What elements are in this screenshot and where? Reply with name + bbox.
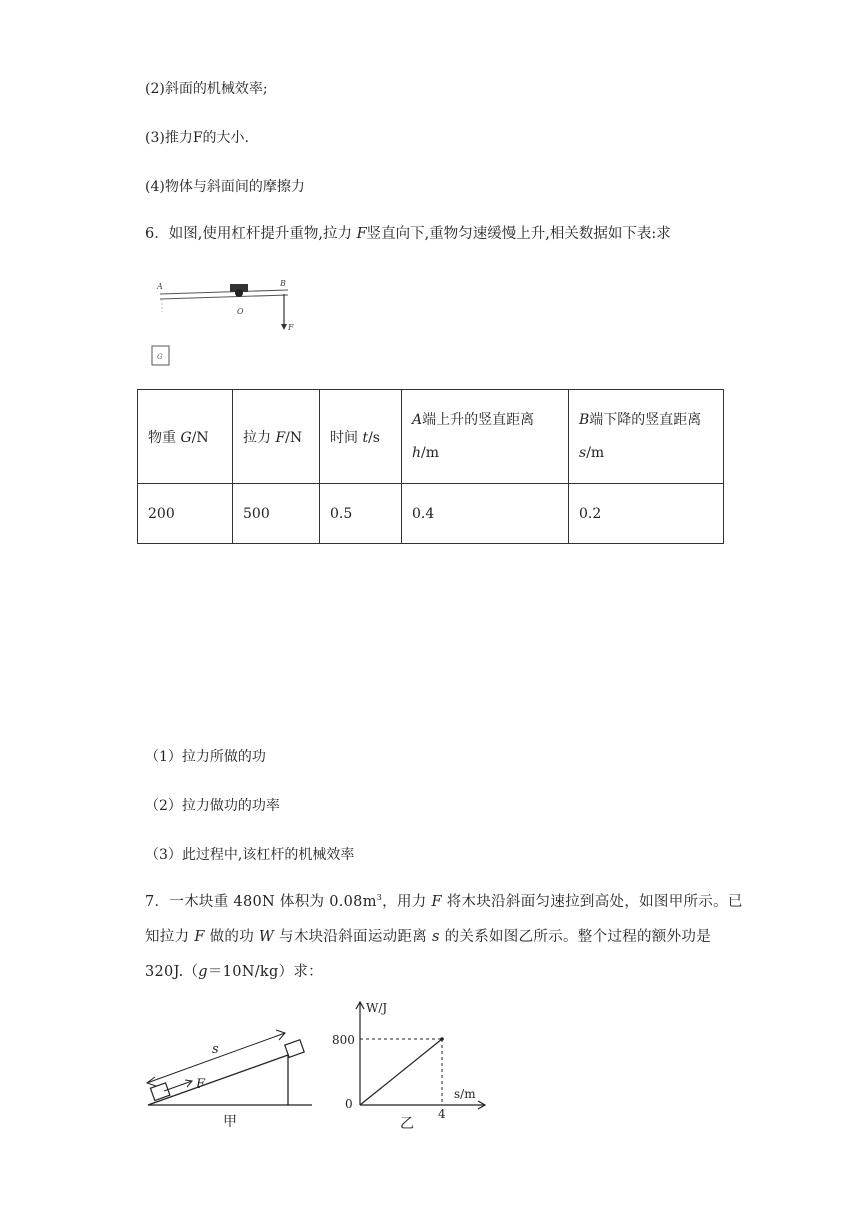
header-force: 拉力 F/N (233, 390, 320, 484)
subquestion-3: (3)推力F的大小. (145, 130, 249, 146)
q6-subquestion-1: （1）拉力所做的功 (145, 749, 266, 765)
table-row (138, 484, 724, 544)
label-f: F (288, 323, 294, 332)
data-table (137, 389, 724, 544)
cell-weight: 200 (138, 484, 233, 544)
block-top (285, 1040, 304, 1058)
lever-bar (160, 290, 288, 294)
lever-figure (148, 272, 298, 372)
question-6-text: 6．如图,使用杠杆提升重物,拉力 F竖直向下,重物匀速缓慢上升,相关数据如下表:求 (145, 226, 671, 242)
y-axis-label: W/J (366, 1001, 388, 1015)
origin-label: 0 (345, 1097, 353, 1111)
f-label: F (196, 1077, 206, 1092)
incline-figure (140, 1025, 320, 1130)
question-7-line-3: 320J.（g＝10N/kg）求： (145, 964, 323, 980)
caption-yi: 乙 (400, 1116, 414, 1132)
label-o: O (237, 307, 244, 316)
label-g: G (157, 353, 163, 361)
incline-line (148, 1055, 288, 1105)
lever-bar-bottom (160, 295, 288, 299)
header-weight: 物重 G/N (138, 390, 233, 484)
cell-force: 500 (233, 484, 320, 544)
subquestion-2: (2)斜面的机械效率; (145, 81, 268, 97)
header-b-drop: B端下降的竖直距离 s/m (569, 390, 724, 484)
pivot-icon (235, 289, 243, 297)
x-tick-label: 4 (438, 1107, 446, 1121)
table-header-row (138, 390, 724, 484)
label-a: A (157, 282, 163, 291)
header-time: 时间 t/s (320, 390, 402, 484)
cell-b-drop: 0.2 (569, 484, 724, 544)
y-tick-label: 800 (332, 1033, 355, 1047)
series-line (360, 1039, 442, 1105)
label-b: B (280, 279, 286, 288)
header-a-rise: A端上升的竖直距离 h/m (402, 390, 569, 484)
cell-time: 0.5 (320, 484, 402, 544)
question-7-line-2: 知拉力 F 做的功 W 与木块沿斜面运动距离 s 的关系如图乙所示。整个过程的额外功是 (145, 929, 712, 945)
s-dimension-line (147, 1033, 285, 1083)
question-7-line-1: 7．一木块重 480N 体积为 $0.08m^3$，用力 F 将木块沿斜面匀速拉到高处，如图甲所示。已 (145, 893, 743, 910)
subquestion-4: (4)物体与斜面间的摩擦力 (145, 179, 305, 195)
caption-jia: 甲 (223, 1114, 237, 1130)
force-arrowhead (281, 324, 287, 330)
x-axis-label: s/m (454, 1087, 476, 1101)
q6-subquestion-2: （2）拉力做功的功率 (145, 798, 280, 814)
work-distance-chart (330, 1000, 490, 1130)
data-point (440, 1037, 444, 1041)
q6-subquestion-3: （3）此过程中,该杠杆的机械效率 (145, 847, 355, 863)
cell-a-rise: 0.4 (402, 484, 569, 544)
s-label: s (212, 1042, 219, 1057)
